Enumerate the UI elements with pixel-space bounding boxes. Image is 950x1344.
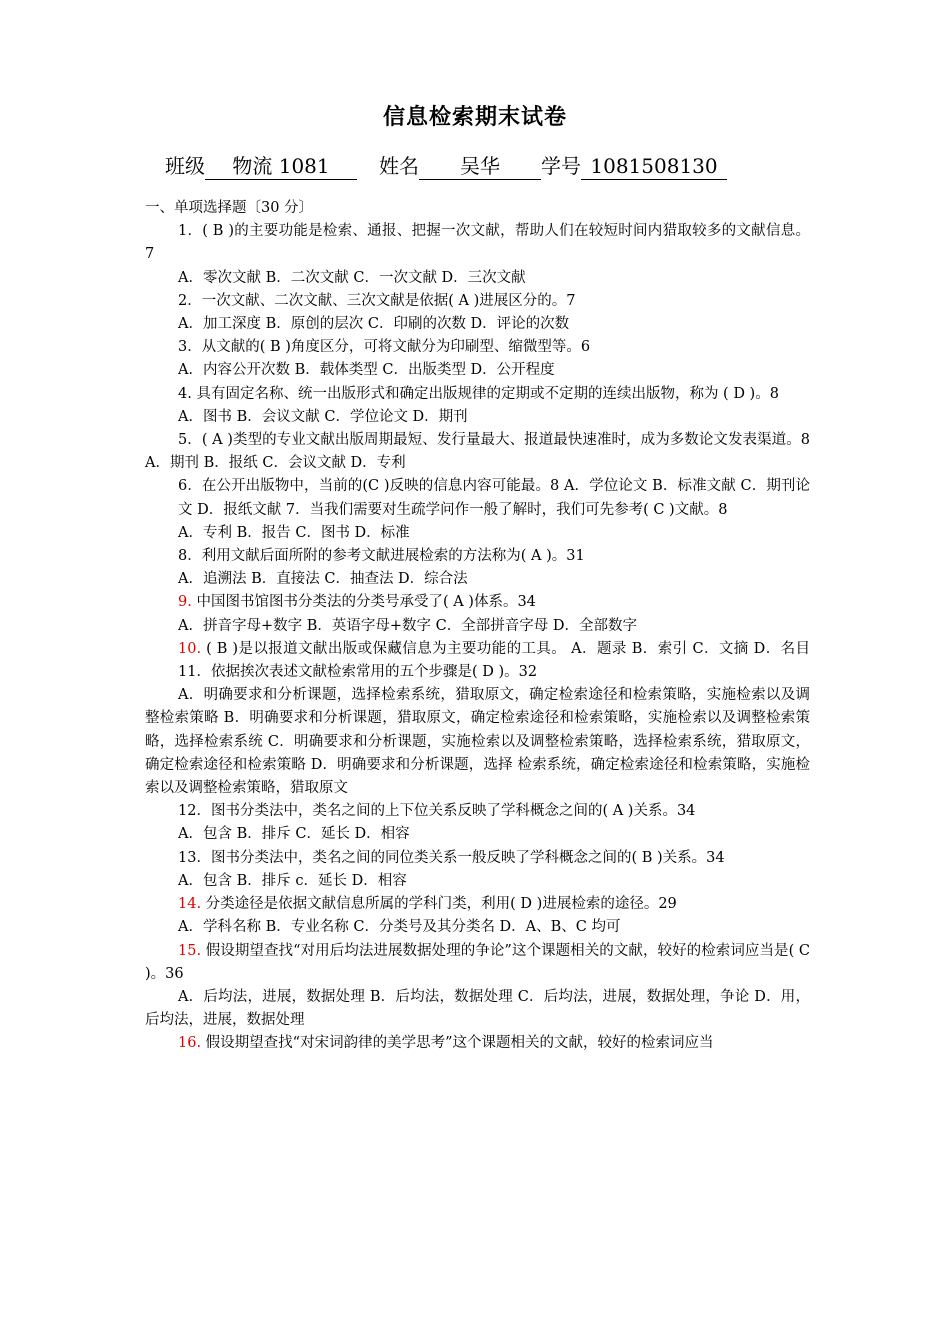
question-8: 8．利用文献后面所附的参考文献进展检索的方法称为( A )。31: [178, 548, 585, 565]
question-10-number: 10.: [178, 640, 202, 657]
question-3: 3．从文献的( B )角度区分，可将文献分为印刷型、缩微型等。6: [178, 339, 591, 356]
question-8-options: A．追溯法 B．直接法 C．抽查法 D．综合法: [178, 571, 468, 588]
question-9-number: 9.: [178, 594, 192, 611]
question-15-number: 15.: [178, 942, 202, 959]
class-label: 班级: [165, 154, 205, 178]
question-13-options: A．包含 B．排斥 c．延长 D．相容: [178, 872, 407, 889]
question-16: [145, 1032, 810, 1055]
question-15: [145, 940, 810, 986]
id-label: 学号: [541, 154, 581, 178]
question-15-text: 假设期望查找“对用后均法进展数据处理的争论”这个课题相关的文献，较好的检索词应当是( C )。36: [145, 942, 810, 982]
page-title: 信息检索期末试卷: [382, 105, 567, 130]
name-label: 姓名: [379, 154, 419, 178]
question-14-number: 14.: [178, 896, 202, 913]
question-9-options: A．拼音字母+数字 B．英语字母+数字 C．全部拼音字母 D．全部数字: [178, 617, 637, 634]
question-4: 4. 具有固定名称、统一出版形式和确定出版规律的定期或不定期的连续出版物，称为 ( D )。8: [178, 385, 779, 402]
question-2-options: A．加工深度 B．原创的层次 C．印刷的次数 D．评论的次数: [178, 316, 570, 333]
question-13: 13．图书分类法中，类名之间的同位类关系一般反映了学科概念之间的( B )关系。34: [178, 849, 725, 866]
id-value: 1081508130: [581, 153, 727, 180]
question-9: [145, 591, 810, 614]
question-1-options: A．零次文献 B．二次文献 C．一次文献 D．三次文献: [178, 269, 526, 286]
question-9-text: 中国图书馆图书分类法的分类号承受了( A )体系。34: [191, 594, 536, 611]
name-value: 吴华: [419, 153, 541, 180]
question-14-text: 分类途径是依据文献信息所属的学科门类，利用( D )进展检索的途径。29: [201, 896, 677, 913]
section-heading: 一、单项选择题〔30 分〕: [145, 200, 314, 216]
student-info: [165, 150, 727, 180]
question-4-options: A．图书 B．会议文献 C．学位论文 D．期刊: [178, 408, 468, 425]
question-10-11: [145, 638, 810, 684]
question-7-options: A．专利 B．报告 C．图书 D．标准: [178, 524, 410, 541]
class-value: 物流 1081: [205, 153, 357, 180]
question-12-options: A．包含 B．排斥 C．延长 D．相容: [178, 826, 410, 843]
exam-content: [145, 197, 810, 1056]
question-16-number: 16.: [178, 1035, 202, 1052]
question-5: 5．( A )类型的专业文献出版周期最短、发行量最大、报道最快速准时，成为多数论文发表渠道。8 A．期刊 B．报纸 C．会议文献 D．专利: [145, 432, 810, 472]
question-1: 1．( B )的主要功能是检索、通报、把握一次文献，帮助人们在较短时间内猎取较多的文献信息。 7: [145, 223, 810, 263]
question-10-text: ( B )是以报道文献出版或保藏信息为主要功能的工具。 A．题录 B．索引 C．文摘 D．名目 11．依据挨次表述文献检索常用的五个步骤是( D )。32: [178, 640, 810, 681]
question-11-options: A．明确要求和分析课题，选择检索系统，猎取原文，确定检索途径和检索策略，实施检索以及调整检索策略 B．明确要求和分析课题，猎取原文，确定检索途径和检索策略，实施检索以及调整检索策略，选择检索系统 C．明确要求和分析课题，实施检索以及调整检索策略，选择检索系统，猎取原文，确定检索途径和检索策略 D．明确要求和分析课题，选择 检索系统，确定检索途径和检索策略，实施检索以及调整检索策略，猎取原文: [145, 687, 810, 797]
question-2: 2．一次文献、二次文献、三次文献是依据( A )进展区分的。7: [178, 292, 576, 309]
question-12: 12．图书分类法中，类名之间的上下位关系反映了学科概念之间的( A )关系。34: [178, 803, 696, 820]
question-15-options: A．后均法，进展，数据处理 B．后均法，数据处理 C．后均法，进展，数据处理，争论 D．用，后均法，进展，数据处理: [145, 988, 810, 1029]
question-14-options: A．学科名称 B．专业名称 C．分类号及其分类名 D．A、B、C 均可: [178, 919, 621, 936]
question-14: [145, 893, 810, 916]
question-3-options: A．内容公开次数 B．载体类型 C．出版类型 D．公开程度: [178, 362, 555, 379]
question-16-text: 假设期望查找“对宋词韵律的美学思考”这个课题相关的文献，较好的检索词应当: [201, 1035, 714, 1052]
question-6-7: 6．在公开出版物中，当前的(C )反映的信息内容可能最。8 A．学位论文 B．标准文献 C．期刊论文 D．报纸文献 7．当我们需要对生疏学问作一般了解时，我们可先参考( C )文献。8: [178, 478, 810, 518]
